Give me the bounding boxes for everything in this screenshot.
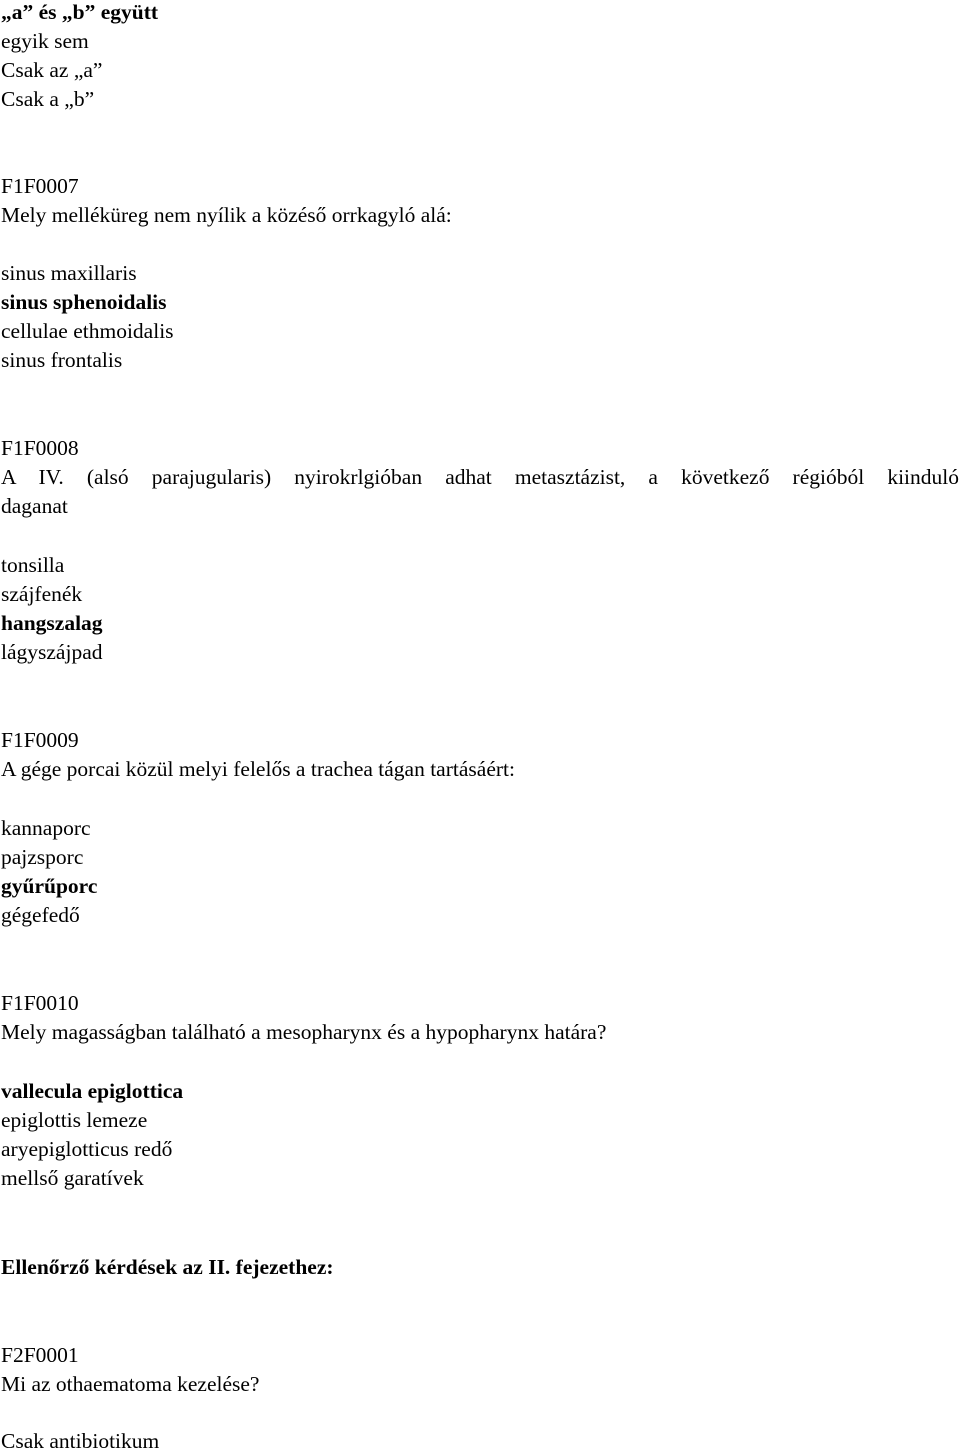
answer-option: pajzsporc [1, 845, 84, 869]
question-code: F2F0001 [1, 1343, 79, 1367]
question-code: F1F0008 [1, 436, 79, 460]
answer-option: sinus maxillaris [1, 261, 137, 285]
question-text: Mely melléküreg nem nyílik a közéső orrkagyló alá: [1, 203, 452, 227]
answer-option: cellulae ethmoidalis [1, 319, 174, 343]
answer-option-correct: vallecula epiglottica [1, 1079, 184, 1103]
question-text: A gége porcai közül melyi felelős a trachea tágan tartásáért: [1, 757, 515, 781]
answer-option: gégefedő [1, 903, 80, 927]
answer-option: aryepiglotticus redő [1, 1137, 173, 1161]
question-text: Mi az othaematoma kezelése? [1, 1372, 260, 1396]
answer-option-correct: gyűrűporc [1, 874, 98, 898]
answer-option-correct: hangszalag [1, 611, 103, 635]
question-text: A IV. (alsó parajugularis) nyirokrlgióban adhat metasztázist, a következő régióból kiinduló [1, 465, 959, 489]
answer-option: Csak antibiotikum [1, 1429, 160, 1453]
question-code: F1F0010 [1, 991, 79, 1015]
answer-option: sinus frontalis [1, 348, 123, 372]
answer-option: lágyszájpad [1, 640, 103, 664]
answer-option: tonsilla [1, 553, 65, 577]
chapter-heading: Ellenőrző kérdések az II. fejezethez: [1, 1255, 334, 1279]
answer-option: egyik sem [1, 29, 89, 53]
answer-option-correct: sinus sphenoidalis [1, 290, 167, 314]
answer-option: Csak az „a” [1, 58, 103, 82]
question-code: F1F0007 [1, 174, 79, 198]
answer-option: mellső garatívek [1, 1166, 144, 1190]
answer-option: kannaporc [1, 816, 91, 840]
answer-option: epiglottis lemeze [1, 1108, 148, 1132]
answer-option-correct: „a” és „b” együtt [1, 0, 159, 24]
question-code: F1F0009 [1, 728, 79, 752]
answer-option: Csak a „b” [1, 87, 95, 111]
question-text: Mely magasságban található a mesopharynx és a hypopharynx határa? [1, 1020, 607, 1044]
question-text-continued: daganat [1, 494, 68, 518]
answer-option: szájfenék [1, 582, 83, 606]
